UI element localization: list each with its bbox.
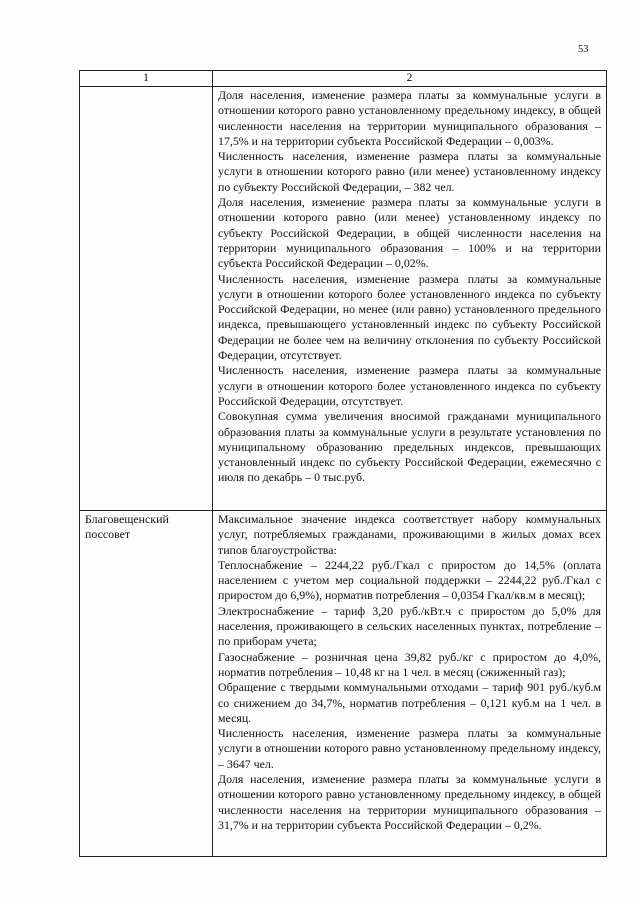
paragraph: Совокупная сумма увеличения вносимой гражданами муниципального образования платы за коммунальные услуги в результате установления по муниципальному образованию предельных индексов, превышающих установленный индекс по субъекту Российской Федерации, ежемесячно с июля по декабрь – 0 тыс.руб. xyxy=(218,409,601,485)
paragraph: Максимальное значение индекса соответствует набору коммунальных услуг, потребляемых гражданами, проживающими в жилых домах всех типов благоустройства: xyxy=(218,512,601,557)
paragraph: Теплоснабжение – 2244,22 руб./Гкал с приростом до 14,5% (оплата населением с учетом мер социальной поддержки – 2244,22 руб./Гкал с приростом до 6,9%), норматив потребления – 0,0354 Гкал/кв.м в месяц); xyxy=(218,557,601,603)
row-text-cell xyxy=(213,511,607,857)
paragraph: Электроснабжение – тариф 3,20 руб./кВт.ч с приростом до 5,0% для населения, проживающего в сельских населенных пунктах, потребление – по приборам учета; xyxy=(218,603,601,649)
table-row xyxy=(80,511,607,857)
paragraph: Доля населения, изменение размера платы за коммунальные услуги в отношении которого равно установленному предельному индексу, в общей численности населения на территории муниципального образования – 31,7% и на территории субъекта Российской Федерации – 0,2%. xyxy=(218,772,601,832)
row-label: поссовет xyxy=(85,527,131,542)
row-text-cell xyxy=(213,87,607,511)
header-cell-2: 2 xyxy=(213,71,607,87)
paragraph: Доля населения, изменение размера платы за коммунальные услуги в отношении которого равно установленному предельному индексу, в общей численности населения на территории муниципального образования – 17,5% и на территории субъекта Российской Федерации – 0,003%. xyxy=(218,88,601,148)
page-number: 53 xyxy=(578,44,589,55)
paragraph: Газоснабжение – розничная цена 39,82 руб./кг с приростом до 4,0%, норматив потребления – 10,48 кг на 1 чел. в месяц (сжиженный газ); xyxy=(218,649,601,679)
document-table xyxy=(79,70,607,857)
table-row xyxy=(80,87,607,511)
row-label-cell xyxy=(80,511,213,857)
paragraph: Численность населения, изменение размера платы за коммунальные услуги в отношении которого равно (или менее) установленному индексу по субъекту Российской Федерации, – 382 чел. xyxy=(218,149,601,194)
table-header-row xyxy=(80,71,607,87)
paragraph: Обращение с твердыми коммунальными отходами – тариф 901 руб./куб.м со снижением до 34,7%, норматив потребления – 0,121 куб.м на 1 чел. в месяц. xyxy=(218,680,601,725)
row-label: Благовещенский xyxy=(85,512,169,526)
row-label-cell xyxy=(80,87,213,511)
paragraph: Численность населения, изменение размера платы за коммунальные услуги в отношении которого более установленного индекса по субъекту Российской Федерации, отсутствует. xyxy=(218,363,601,408)
paragraph: Доля населения, изменение размера платы за коммунальные услуги в отношении которого равно (или менее) установленному индексу по субъекту Российской Федерации, в общей численности населения на территории муниципального образования – 100% и на территории субъекта Российской Федерации – 0,02%. xyxy=(218,195,601,271)
paragraph: Численность населения, изменение размера платы за коммунальные услуги в отношении которого более установленного индекса по субъекту Российской Федерации, но менее (или равно) установленного предельного индекса, превышающего установленный индекс по субъекту Российской Федерации не более чем на величину отклонения по субъекту Российской Федерации, отсутствует. xyxy=(218,271,601,363)
header-cell-1: 1 xyxy=(80,71,213,87)
paragraph: Численность населения, изменение размера платы за коммунальные услуги в отношении которого равно установленному предельному индексу, – 3647 чел. xyxy=(218,726,601,771)
